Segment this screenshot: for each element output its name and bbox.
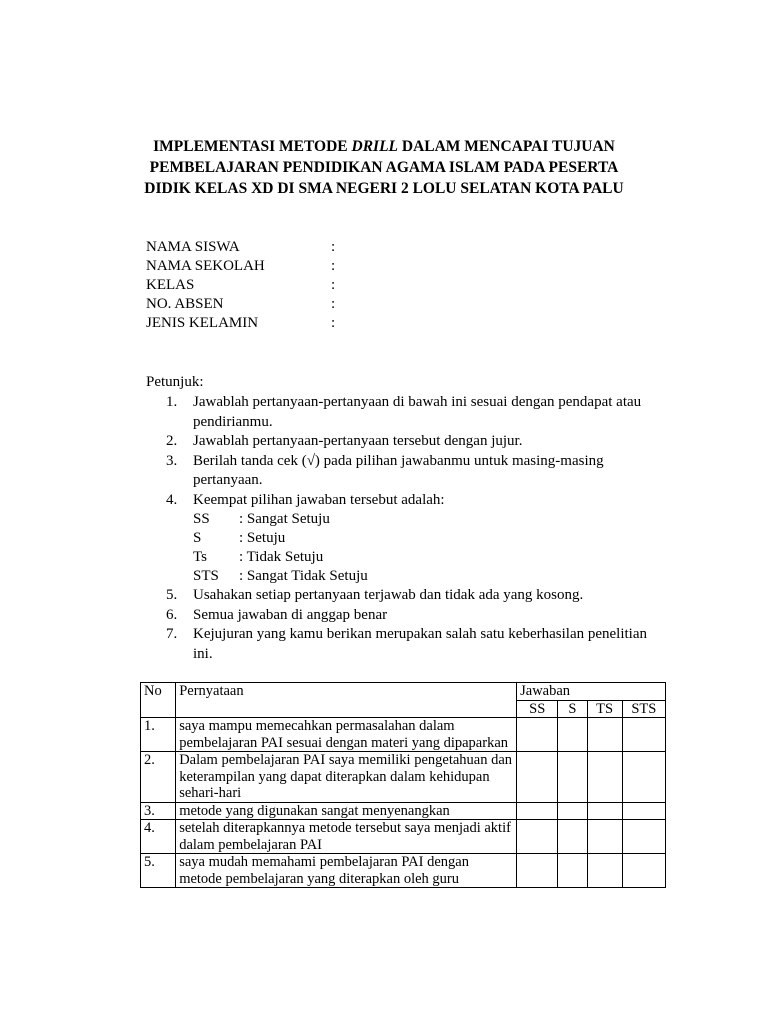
option-desc: : Sangat Setuju (239, 511, 330, 527)
instruction-number: 4. (166, 491, 178, 508)
row-number: 1. (141, 718, 176, 752)
option-desc: : Setuju (239, 530, 286, 546)
answer-cell-ts[interactable] (587, 718, 622, 752)
instruction-text: Berilah tanda cek (√) pada pilihan jawabanmu untuk masing-masing pertanyaan. (193, 452, 604, 488)
instruction-item (166, 606, 666, 626)
instruction-item (166, 432, 666, 452)
instruction-item (166, 625, 666, 664)
answer-cell-ts[interactable] (587, 820, 622, 854)
option-desc: : Sangat Tidak Setuju (239, 568, 368, 584)
option-code: Ts (193, 549, 207, 565)
instructions-heading: Petunjuk: (146, 374, 204, 390)
instruction-item (166, 393, 666, 432)
answer-cell-ss[interactable] (517, 820, 558, 854)
document-title (120, 136, 648, 199)
header-answer: Jawaban (517, 683, 666, 701)
row-number: 2. (141, 752, 176, 803)
field-colon: : (331, 277, 336, 293)
field-label: KELAS (146, 277, 195, 293)
row-statement: saya mudah memahami pembelajaran PAI dengan metode pembelajaran yang diterapkan oleh guru (176, 854, 517, 888)
instruction-item (166, 491, 666, 587)
field-jenis-kelamin[interactable] (146, 314, 546, 333)
instruction-number: 1. (166, 394, 178, 410)
header-ts: TS (587, 700, 622, 718)
answer-cell-ss[interactable] (517, 718, 558, 752)
instruction-item (166, 586, 666, 606)
answer-option (193, 567, 666, 586)
answer-option (193, 510, 666, 529)
instruction-text: Keempat pilihan jawaban tersebut adalah: (193, 491, 445, 508)
answer-option (193, 548, 666, 567)
title-line-1: IMPLEMENTASI METODE DRILL DALAM MENCAPAI TUJUAN (153, 138, 615, 155)
answer-cell-sts[interactable] (622, 718, 665, 752)
instruction-text: Jawablah pertanyaan-pertanyaan di bawah ini sesuai dengan pendapat atau pendirianmu. (193, 394, 642, 430)
answer-cell-ss[interactable] (517, 752, 558, 803)
row-number: 4. (141, 820, 176, 854)
instruction-number: 5. (166, 587, 178, 603)
row-statement: metode yang digunakan sangat menyenangkan (176, 802, 517, 820)
questionnaire-table (140, 682, 666, 888)
instruction-number: 7. (166, 626, 178, 642)
instruction-number: 6. (166, 606, 178, 623)
option-desc: : Tidak Setuju (239, 549, 324, 565)
answer-cell-s[interactable] (558, 820, 587, 854)
instruction-number: 3. (166, 452, 178, 469)
row-statement: setelah diterapkannya metode tersebut saya menjadi aktif dalam pembelajaran PAI (176, 820, 517, 854)
instruction-item (166, 452, 666, 491)
header-statement: Pernyataan (176, 683, 517, 718)
field-no-absen[interactable] (146, 295, 546, 314)
instruction-text: Semua jawaban di anggap benar (193, 606, 388, 623)
field-label: NAMA SEKOLAH (146, 258, 265, 274)
field-colon: : (331, 258, 336, 274)
answer-cell-sts[interactable] (622, 802, 665, 820)
option-code: STS (193, 568, 219, 584)
field-label: JENIS KELAMIN (146, 315, 259, 331)
field-nama-siswa[interactable] (146, 238, 546, 257)
field-colon: : (331, 239, 336, 255)
title-italic-word: DRILL (351, 138, 398, 155)
field-kelas[interactable] (146, 276, 546, 295)
instruction-number: 2. (166, 433, 178, 449)
field-label: NO. ABSEN (146, 296, 224, 312)
field-colon: : (331, 315, 336, 331)
instruction-text: Kejujuran yang kamu berikan merupakan salah satu keberhasilan penelitian ini. (193, 626, 647, 662)
row-number: 5. (141, 854, 176, 888)
title-line-2: PEMBELAJARAN PENDIDIKAN AGAMA ISLAM PADA PESERTA (149, 159, 619, 176)
answer-cell-ss[interactable] (517, 802, 558, 820)
row-statement: Dalam pembelajaran PAI saya memiliki pengetahuan dan keterampilan yang dapat diterapkan dalam kehidupan sehari-hari (176, 752, 517, 803)
header-no: No (141, 683, 176, 718)
answer-cell-sts[interactable] (622, 820, 665, 854)
field-label: NAMA SISWA (146, 239, 240, 255)
header-sts: STS (622, 700, 665, 718)
answer-cell-s[interactable] (558, 752, 587, 803)
title-line-3: DIDIK KELAS XD DI SMA NEGERI 2 LOLU SELATAN KOTA PALU (144, 180, 624, 197)
answer-cell-s[interactable] (558, 802, 587, 820)
header-ss: SS (517, 700, 558, 718)
table-row (141, 752, 666, 803)
answer-cell-ts[interactable] (587, 802, 622, 820)
identity-fields (146, 238, 546, 333)
table-header-row (141, 683, 666, 701)
option-code: SS (193, 511, 210, 527)
answer-options (193, 510, 666, 586)
answer-cell-sts[interactable] (622, 854, 665, 888)
table-row (141, 820, 666, 854)
answer-cell-ts[interactable] (587, 752, 622, 803)
field-colon: : (331, 296, 336, 312)
header-s: S (558, 700, 587, 718)
instruction-text: Usahakan setiap pertanyaan terjawab dan tidak ada yang kosong. (193, 587, 584, 603)
answer-cell-ss[interactable] (517, 854, 558, 888)
field-nama-sekolah[interactable] (146, 257, 546, 276)
instructions-list (166, 393, 666, 664)
answer-cell-ts[interactable] (587, 854, 622, 888)
table-row (141, 802, 666, 820)
answer-cell-s[interactable] (558, 718, 587, 752)
option-code: S (193, 530, 202, 546)
table-row (141, 718, 666, 752)
instruction-text: Jawablah pertanyaan-pertanyaan tersebut dengan jujur. (193, 433, 523, 449)
row-statement: saya mampu memecahkan permasalahan dalam pembelajaran PAI sesuai dengan materi yang dipaparkan (176, 718, 517, 752)
answer-option (193, 529, 666, 548)
table-row (141, 854, 666, 888)
row-number: 3. (141, 802, 176, 820)
answer-cell-s[interactable] (558, 854, 587, 888)
answer-cell-sts[interactable] (622, 752, 665, 803)
